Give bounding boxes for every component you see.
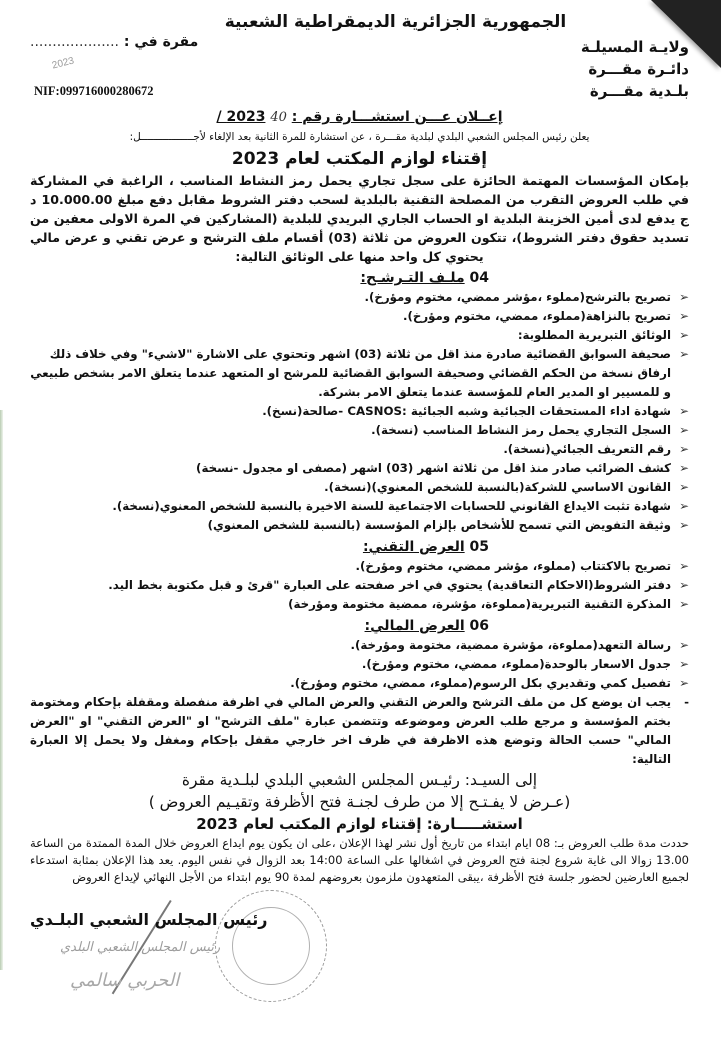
date-dots: ....................: [30, 34, 120, 50]
arrow-bullet-icon: ➢: [679, 480, 689, 494]
list-item-text: كشف الضرائب صادر منذ اقل من ثلاثة اشهر (03) اشهر (مصفى او مجدول -نسخة): [196, 461, 671, 475]
arrow-bullet-icon: ➢: [679, 676, 689, 690]
list-item-text: السجل التجاري يحمل رمز النشاط المناسب (نسخة).: [371, 423, 671, 437]
section-title: العرض المالي:: [364, 618, 465, 634]
list-item-text: المذكرة التقنية التبريرية(مملوءة، مؤشرة، ممضية مختومة ومؤرخة): [288, 597, 671, 611]
dash-bullet: -: [684, 695, 689, 709]
arrow-bullet-icon: ➢: [679, 423, 689, 437]
wilaya: ولايـة المسيلـة: [580, 38, 689, 56]
commune: بلـدية مقـــرة: [589, 82, 689, 100]
section-number: 05: [469, 539, 489, 555]
list-item: [30, 440, 689, 459]
envelope-warning: (عـرض لا يفـتـح إلا من طرف لجنـة فتح الأظرفة وتقيـيم العروض ): [148, 793, 571, 811]
arrow-bullet-icon: ➢: [679, 578, 689, 592]
closing-paragraph: حددت مدة طلب العروض بـ: 08 ايام ابتداء من تاريخ أول نشر لهذا الإعلان ،على ان يكون يوم ايداع العروض خلال المدة الممتدة من الساعة 13.00 زوالا الى غاية شروع لجنة فتح العروض في اشغالها على الساعة 14:00 بعد الزوال في نفس اليوم. يعد هذا الإعلان بمثابة استدعاء لجميع العارضين لحضور جلسة فتح الأظرفة ،يبقى المتعهدون ملزمون بعروضهم لمدة 90 يوم ابتداء من الأجل النهائي لإيداع العروض: [30, 836, 690, 884]
envelope-address: إلى السيـد: رئيـس المجلس الشعبي البلدي لبلـدية مقرة: [181, 771, 538, 789]
arrow-bullet-icon: ➢: [679, 657, 689, 671]
section-number: 04: [469, 270, 489, 286]
section-title: العرض التقني:: [362, 539, 465, 555]
arrow-bullet-icon: ➢: [679, 518, 689, 532]
announcement-paragraph: بإمكان المؤسسات المهتمة الحائزة على سجل تجاري يحمل رمز النشاط المناسب ، الراغبة في المشاركة في طلب العروض التقرب من المصلحة التقنية بالبلدية لسحب دفتر الشروط مقابل دفع مبلغ 10.000.00 د ج يدفع لدى أمين الخزينة البلدية او الحساب الجاري البريدي للبلدية (المشاركين في المرة الاولى معفين من تسديد حقوق دفتر الشروط)، تتكون العروض من ثلاثة (03) أقسام ملف الترشح و عرض تقني و عرض مالي يحتوي كل واحد منها على الوثائق التالية:: [30, 173, 689, 264]
section-title: ملـف التـرشـح:: [360, 270, 465, 286]
consultation-title: استشـــــارة: إقتناء لوازم المكتب لعام 2023: [196, 815, 523, 833]
list-item-text: تصريح بالنزاهة(مملوء، ممضي، مختوم ومؤرخ).: [402, 309, 671, 323]
list-item: [30, 478, 689, 497]
arrow-bullet-icon: ➢: [679, 290, 689, 304]
administration-block: [581, 36, 689, 102]
arrow-bullet-icon: ➢: [679, 347, 689, 361]
list-item: [30, 402, 689, 421]
list-item: [30, 459, 689, 478]
list-item-text: الوثائق التبريرية المطلوبة:: [517, 328, 671, 342]
announcement-subject: إقتناء لوازم المكتب لعام 2023: [231, 149, 488, 169]
document-body: [0, 106, 721, 886]
list-item: [30, 307, 689, 326]
nif-number: NIF:099716000280672: [34, 84, 154, 98]
signature-area: [0, 890, 721, 1020]
list-item-text: القانون الاساسي للشركة(بالنسبة للشخص المعنوي)(نسخة).: [324, 480, 671, 494]
section-technical-heading: [30, 537, 689, 557]
date-stamp: 2023: [50, 55, 76, 72]
list-item-text: رسالة التعهد(مملوءة، مؤشرة ممضية، مختومة ومؤرخة).: [350, 638, 671, 652]
arrow-bullet-icon: ➢: [679, 559, 689, 573]
list-item-text: تفصيل كمي وتقديري بكل الرسوم(مملوء، ممضي، مختوم ومؤرخ).: [290, 676, 671, 690]
technical-list: [30, 557, 689, 614]
list-item-text: تصريح بالترشح(مملوء ،مؤشر ممضي، مختوم ومؤرخ).: [364, 290, 671, 304]
section-number: 06: [469, 618, 489, 634]
announcement-year: 2023 /: [216, 109, 266, 125]
envelope-note-text: يجب ان يوضع كل من ملف الترشح والعرض التقني والعرض المالي في اظرفة منفصلة ومقفلة بإحكام ومختومة بختم المؤسسة و مرجع طلب العرض وموضوعه وتتضمن عبارة "ملف الترشح" او "العرض التقني" او "العرض المالي" حسب الحالة وتوضع هذه الاظرفة في ظرف اخر خارجي مقفل بإحكام ومغفل ولا يحمل إلا العبارة التالية:: [30, 695, 671, 766]
republic-header: الجمهورية الجزائرية الديمقراطية الشعبية: [224, 12, 567, 32]
list-item: [30, 421, 689, 440]
arrow-bullet-icon: ➢: [679, 461, 689, 475]
date-label: مقرة في :: [123, 34, 199, 50]
section-financial-heading: [30, 616, 689, 636]
list-item: [30, 636, 689, 655]
arrow-bullet-icon: ➢: [679, 638, 689, 652]
list-item: [30, 674, 689, 693]
list-item: [30, 655, 689, 674]
scan-edge: [0, 410, 3, 970]
arrow-bullet-icon: ➢: [679, 309, 689, 323]
handwritten-signature: الحربي سالمي: [70, 970, 180, 991]
list-item: [30, 557, 689, 576]
daira: دائـرة مقـــرة: [588, 60, 689, 78]
list-item-text: صحيفة السوابق القضائية صادرة منذ اقل من ثلاثة (03) اشهر وتحتوي على الاشارة "لاشيء" وفي خلاف ذلك ارفاق نسخة من الحكم القضائي وصحيفة السوابق القضائية للمرشح او المتعهد عندما يتعلق الامر بشخص طبيعي و للمسيير او المدير العام للمؤسسة عندما يتعلق الامر بشركة.: [30, 347, 671, 399]
arrow-bullet-icon: ➢: [679, 597, 689, 611]
arrow-bullet-icon: ➢: [679, 442, 689, 456]
arrow-bullet-icon: ➢: [679, 404, 689, 418]
announcement-title-text: إعــلان عـــن استشـــارة رقم :: [291, 109, 503, 125]
announcement-title: [30, 106, 689, 129]
list-item-text: جدول الاسعار بالوحدة(مملوء، ممضي، مختوم ومؤرخ).: [361, 657, 671, 671]
list-item: [30, 345, 689, 402]
list-item-text: شهادة تثبت الايداع القانوني للحسابات الاجتماعية للسنة الاخيرة بالنسبة للشخص المعنوي(نسخة).: [112, 499, 671, 513]
list-item-text: رقم التعريف الجبائي(نسخة).: [503, 442, 671, 456]
candidacy-list: [30, 288, 689, 535]
list-item: [30, 576, 689, 595]
announcement-number: 40: [270, 110, 287, 125]
handwritten-title: رئيس المجلس الشعبي البلدي: [60, 940, 221, 955]
list-item-text: تصريح بالاكتتاب (مملوء، مؤشر ممضي، مختوم ومؤرخ).: [355, 559, 671, 573]
signatory-title: رئيس المجلس الشعبي البلـدي: [30, 910, 268, 929]
list-item: [30, 595, 689, 614]
document-header: [0, 0, 721, 104]
financial-list: [30, 636, 689, 693]
list-item-text: دفتر الشروط(الاحكام التعاقدية) يحتوي في اخر صفحته على العبارة "قرئ و قبل مكتوبة بخط اليد.: [108, 578, 671, 592]
list-item: [30, 516, 689, 535]
list-item-text: وثيقة التفويض التي تسمح للأشخاص بإلزام المؤسسة (بالنسبة للشخص المعنوي): [207, 518, 671, 532]
list-item: [30, 326, 689, 345]
arrow-bullet-icon: ➢: [679, 328, 689, 342]
section-candidacy-heading: [30, 268, 689, 288]
list-item: [30, 288, 689, 307]
list-item: [30, 497, 689, 516]
date-line: [30, 34, 198, 50]
arrow-bullet-icon: ➢: [679, 499, 689, 513]
list-item-text: شهادة اداء المستحقات الجبائية وشبه الجبائية :CASNOS -صالحة(نسخ).: [262, 404, 671, 418]
announcement-intro: يعلن رئيس المجلس الشعبي البلدي لبلدية مقـــرة ، عن استشارة للمرة الثانية بعد الإلغاء لأجـــــــــــــــــل:: [129, 131, 590, 143]
envelope-note: [30, 693, 689, 769]
official-seal-icon: [215, 890, 327, 1002]
